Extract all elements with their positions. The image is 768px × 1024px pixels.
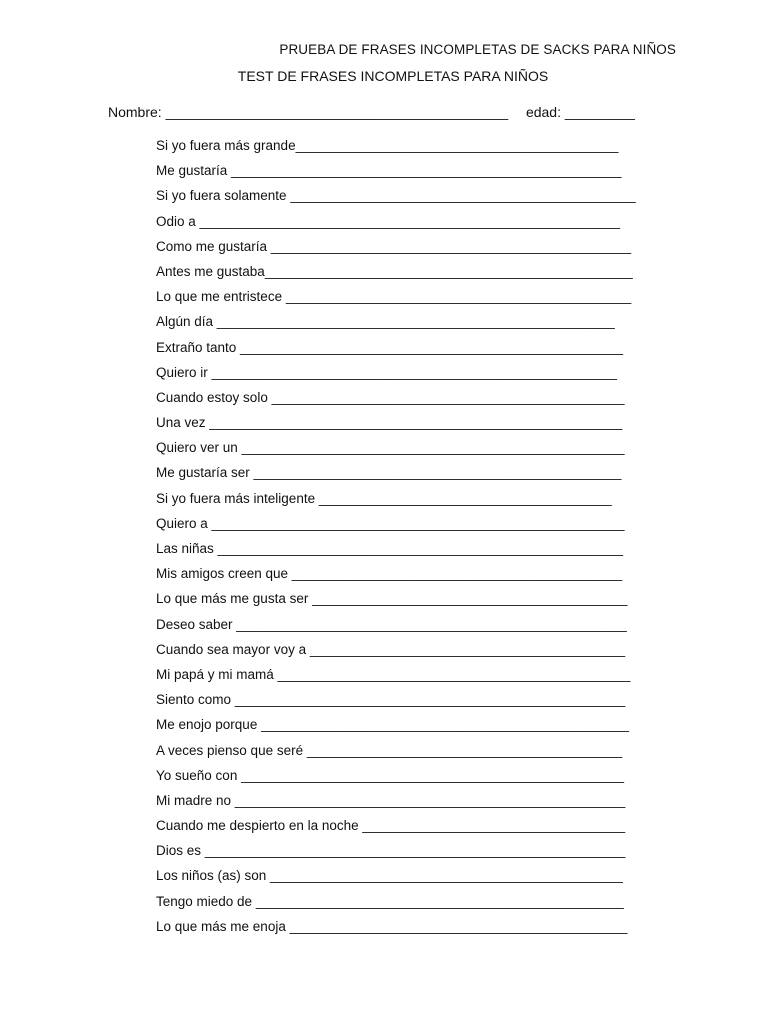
item-sentence: Lo que más me gusta ser __________________________________________	[156, 591, 628, 607]
item-sentence: Yo sueño con ___________________________________________________	[156, 767, 624, 783]
item-sentence: Quiero ver un ___________________________________________________	[156, 440, 625, 456]
item-sentence: Deseo saber ____________________________________________________	[156, 616, 627, 632]
item-sentence: Cuando sea mayor voy a __________________________________________	[156, 641, 626, 657]
item-sentence: Las niñas ______________________________________________________	[156, 541, 623, 556]
item-sentence: Cuando me despierto en la noche ___________________________________	[156, 818, 626, 834]
age-label: edad:	[525, 104, 561, 120]
item-sentence: Si yo fuera solamente ______________________________________________	[156, 188, 636, 204]
name-blank: ____________________________________________	[165, 104, 509, 120]
item-sentence: Tengo miedo de _________________________________________________	[156, 893, 624, 909]
test-title: TEST DE FRASES INCOMPLETAS PARA NIÑOS	[237, 68, 549, 84]
item-sentence: Lo que más me enoja _____________________________________________	[156, 918, 628, 934]
item-sentence: Los niños (as) son _______________________________________________	[156, 868, 623, 884]
item-sentence: Una vez _______________________________________________________	[156, 415, 623, 431]
document-header: PRUEBA DE FRASES INCOMPLETAS DE SACKS PARA NIÑOS	[279, 42, 676, 57]
item-sentence: Extraño tanto ___________________________________________________	[156, 339, 623, 355]
item-sentence: Dios es ________________________________________________________	[156, 843, 626, 859]
item-sentence: Quiero a _______________________________________________________	[156, 515, 625, 531]
item-sentence: Siento como ____________________________________________________	[156, 692, 626, 708]
name-age-line	[108, 104, 635, 120]
item-sentence: Me gustaría ____________________________________________________	[156, 163, 622, 179]
item-sentence: Mi madre no ____________________________________________________	[156, 792, 626, 808]
item-sentence: Me gustaría ser _________________________________________________	[156, 465, 622, 481]
item-sentence: Me enojo porque _________________________________________________	[156, 717, 629, 733]
item-sentence: Quiero ir ______________________________________________________	[156, 364, 617, 380]
item-sentence: Cuando estoy solo _______________________________________________	[156, 389, 625, 405]
item-sentence: Antes me gustaba_________________________________________________	[156, 263, 633, 279]
name-label: Nombre:	[108, 104, 162, 120]
item-sentence: Si yo fuera más inteligente _______________________________________	[156, 490, 612, 506]
item-sentence: Mi papá y mi mamá _______________________________________________	[156, 666, 631, 682]
item-sentence: Como me gustaría ________________________________________________	[156, 238, 632, 254]
item-sentence: Si yo fuera más grande___________________________________________	[156, 138, 619, 153]
item-sentence: Algún día _____________________________________________________	[156, 314, 615, 330]
item-sentence: Odio a ________________________________________________________	[156, 213, 620, 229]
age-blank: _________	[564, 104, 635, 120]
item-sentence: A veces pienso que seré __________________________________________	[156, 742, 623, 758]
item-sentence: Mis amigos creen que ____________________________________________	[156, 566, 623, 582]
item-sentence: Lo que me entristece ______________________________________________	[156, 289, 632, 305]
